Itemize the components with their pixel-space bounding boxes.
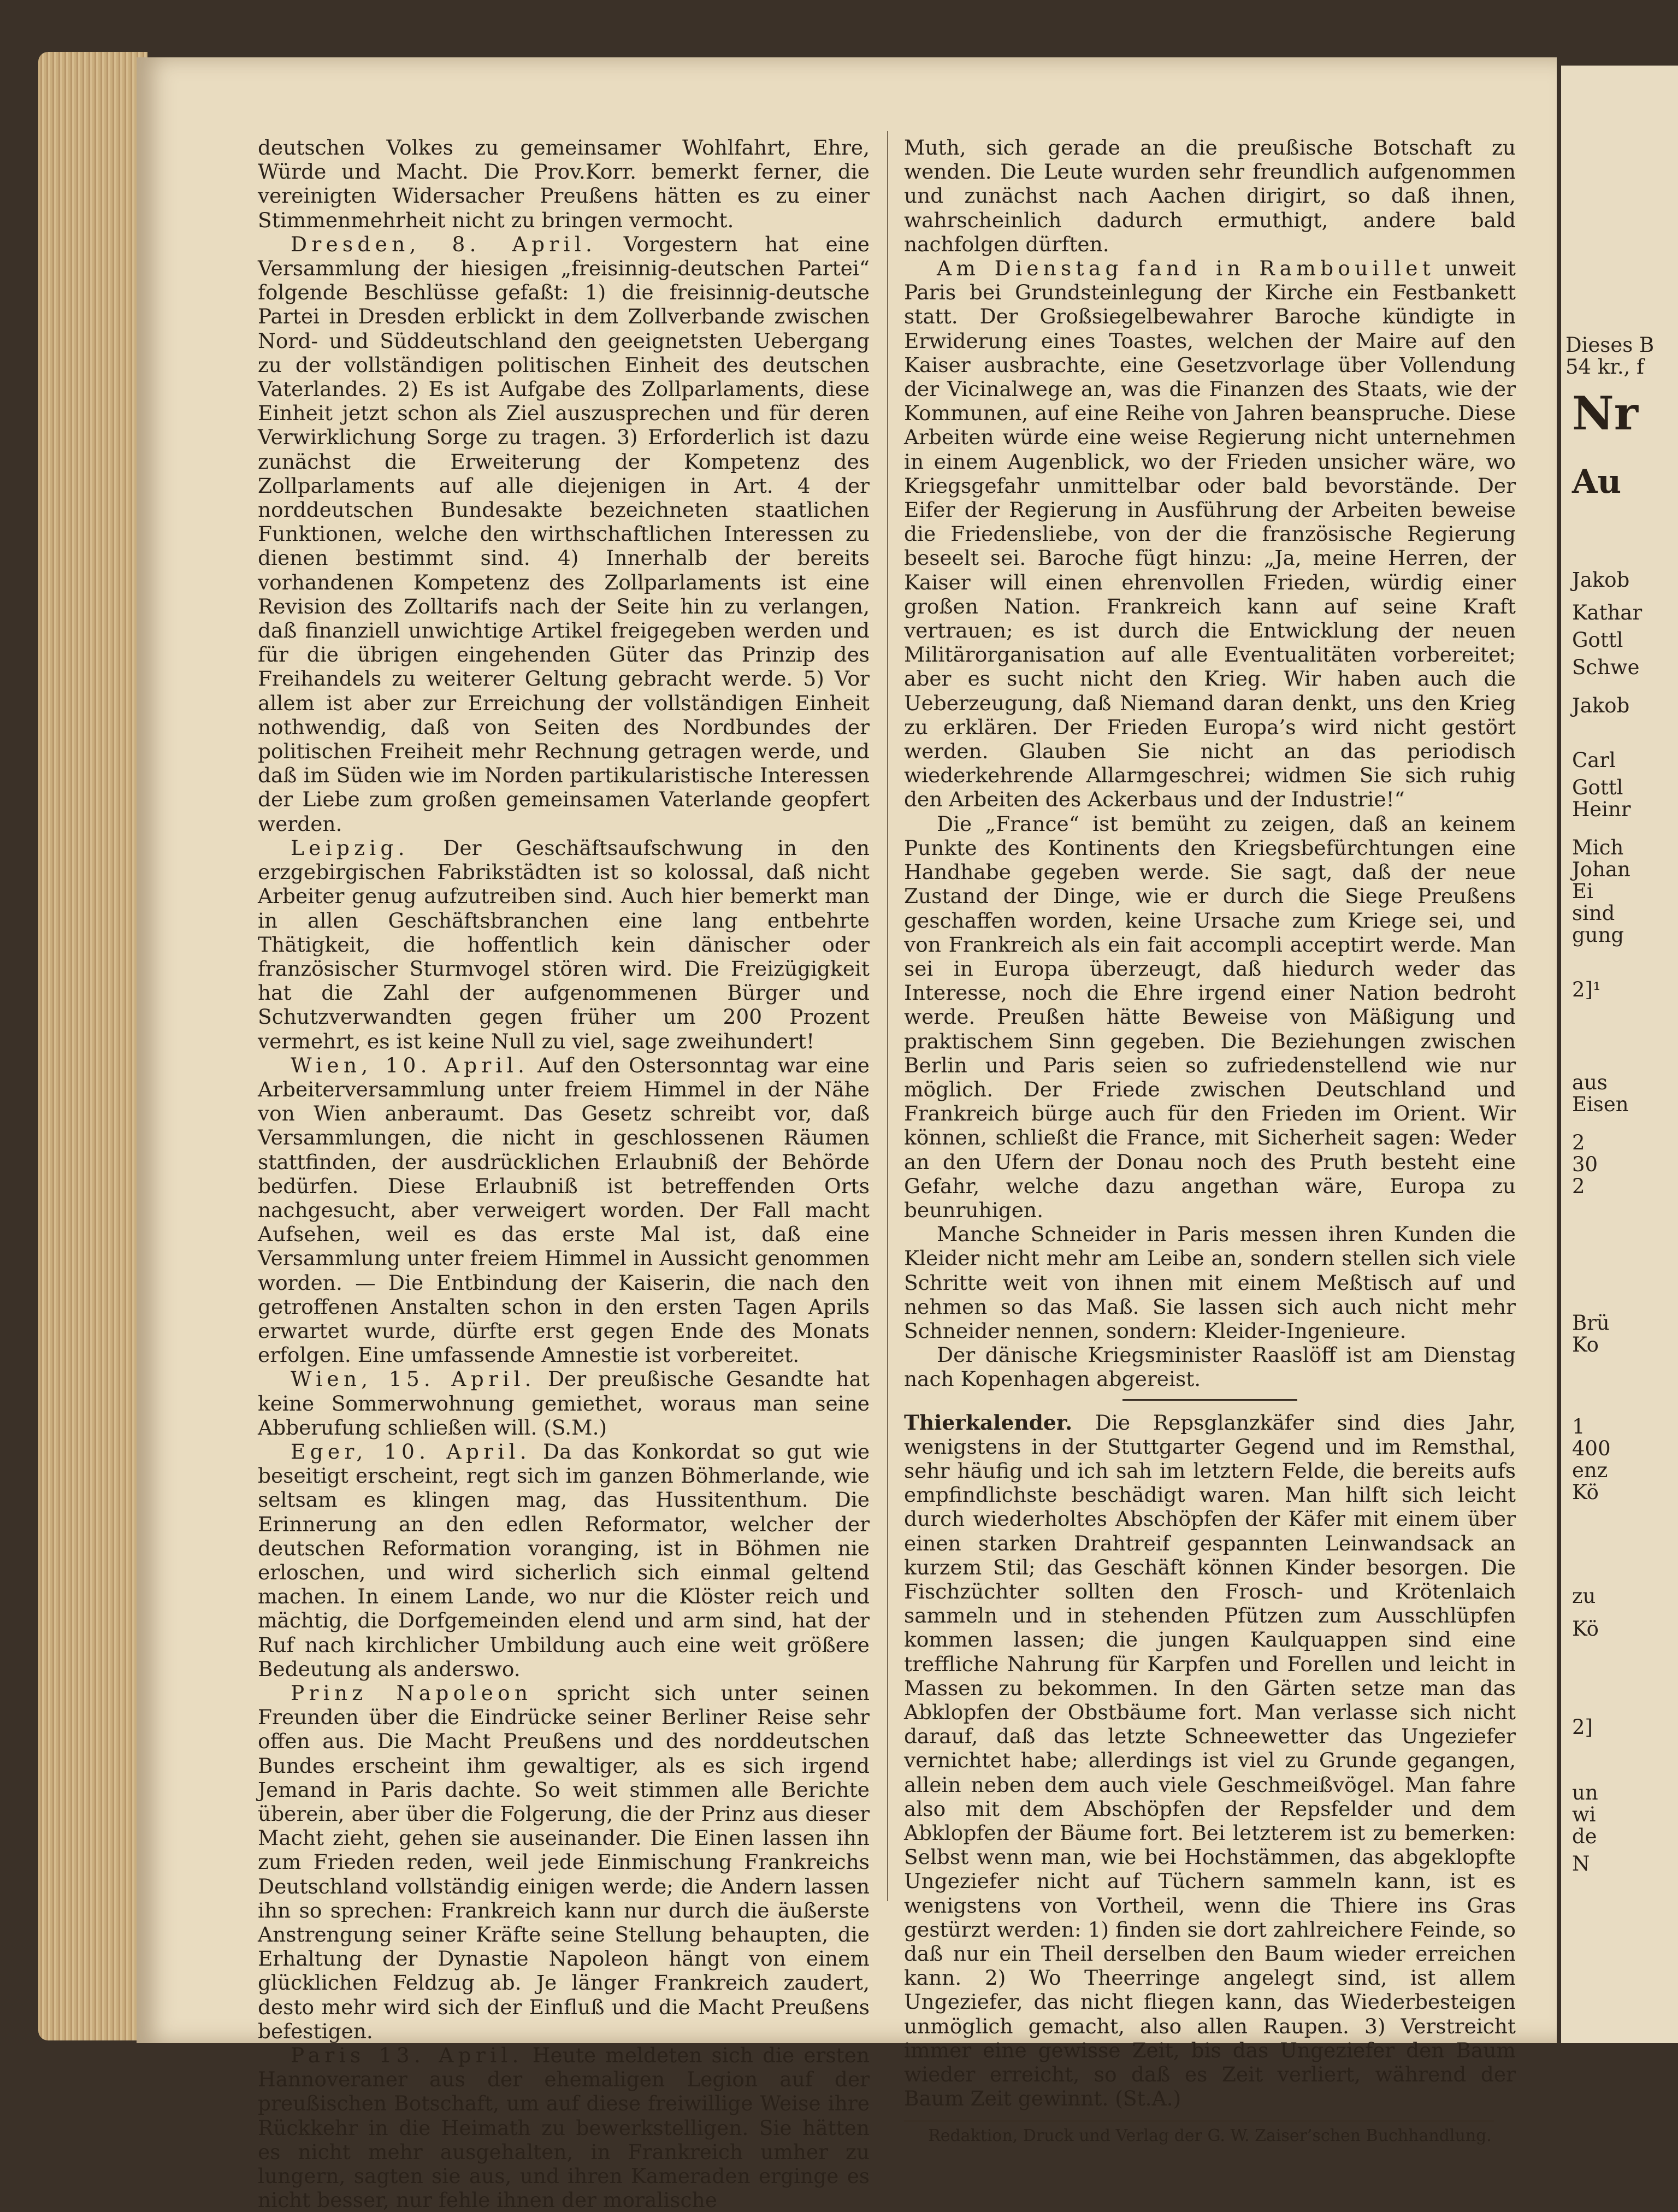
imprint-line: Redaktion, Druck und Verlag der G. W. Zaiser’schen Buchhandlung. [928, 2126, 1492, 2146]
dateline: Wien, 15. April. [291, 1367, 536, 1391]
news-item [258, 1681, 870, 2043]
paragraph-text: Die „France“ ist bemüht zu zeigen, daß an keinem Punkte des Kontinents den Kriegsbefürchtungen eine Handhabe gegeben werde. Sie sagt, daß der neue Zustand der Dinge, wie er durch die Siege Preußens geschaffen worden, keine Ursache zum Kriege sei, und von Frankreich als ein fait accompli acceptirt werde. Man sei in Europa überzeugt, daß hiedurch weder das Interesse, noch die Ehre irgend einer Nation bedroht werde. Preußen hätte Beweise von Mäßigung und praktischem Sinn gegeben. Die Beziehungen zwischen Berlin und Paris seien so zufriedenstellend wie nur möglich. Der Friede zwischen Deutschland und Frankreich bürge auch für den Frieden im Orient. Wir können, schließt die France, mit Sicherheit sagen: Weder an den Ufern der Donau noch des Pruth besteht eine Gefahr, welche dazu angethan wäre, Europa zu beunruhigen. [904, 811, 1516, 1222]
fragment-text: Ko [1572, 1333, 1599, 1356]
fragment-text: Johan [1572, 858, 1630, 881]
news-item [904, 256, 1516, 812]
paragraph-text: deutschen Volkes zu gemeinsamer Wohlfahrt, Ehre, Würde und Macht. Die Prov.Korr. bemerkt ferner, die vereinigten Widersacher Preußens hätten es zu einer Stimmenmehrheit nicht zu bringen vermocht. [258, 135, 870, 232]
fragment-text: Kö [1572, 1480, 1599, 1504]
fragment-text: N [1572, 1852, 1590, 1875]
fragment-text: Heinr [1572, 798, 1631, 821]
fragment-text: Carl [1572, 748, 1616, 772]
fragment-text: de [1572, 1825, 1597, 1848]
news-item [258, 836, 870, 1053]
fragment-text: Kö [1572, 1617, 1599, 1641]
fragment-text: 54 kr., f [1565, 355, 1644, 379]
fragment-text: Nr [1572, 386, 1639, 440]
column-divider [887, 131, 888, 1901]
book-page-edges [38, 52, 147, 2040]
paragraph-text: Die Repsglanzkäfer sind dies Jahr, wenigstens in der Stuttgarter Gegend und im Remsthal, sehr häufig und ich sah im letztern Felde, die bereits aufs empfindlichste beschädigt waren. Man hilft sich leicht durch wiederholtes Abschöpfen der Käfer mit einem über einen starken Drahtreif gespannten Leinwandsack an kurzem Stil; das Geschäft können Kinder besorgen. Die Fischzüchter sollten den Frosch- und Krötenlaich sammeln und in stehenden Pfützen zum Ausschlüpfen kommen lassen; die jungen Kaulquappen sind eine treffliche Nahrung für Karpfen und Forellen und leicht in Massen zu bekommen. In den Gärten setze man das Abklopfen der Obstbäume fort. Man verlasse sich nicht darauf, daß das letzte Schneewetter das Ungeziefer vernichtet habe; allerdings ist viel zu Grunde gegangen, allein neben dem auch viele Geschmeißvögel. Man fahre also mit dem Abschöpfen der Repsfelder und dem Abklopfen der Bäume fort. Bei letzterem ist zu bemerken: Selbst wenn man, wie bei Hochstämmen, das abgeklopfte Ungeziefer nicht auf Tüchern sammeln kann, ist es wenigstens von Vortheil, wenn die Thiere ins Gras gestürzt werden: 1) finden sie dort zahlreichere Feinde, so daß nur ein Theil derselben den Baum wieder erreichen kann. 2) Wo Theerringe angelegt sind, ist allem Ungeziefer, das nicht fliegen kann, das Wiederbesteigen unmöglich gemacht, also allen Raupen. 3) Verstreicht immer eine gewisse Zeit, bis das Ungeziefer den Baum wieder erreicht, so daß es Zeit verliert, während der Baum Zeit gewinnt. (St.A.) [904, 1410, 1516, 2111]
dateline: Prinz Napoleon [291, 1681, 533, 1705]
fragment-text: gung [1572, 923, 1624, 947]
paragraph-text: Auf den Ostersonntag war eine Arbeiterversammlung unter freiem Himmel in der Nähe von Wien anberaumt. Das Gesetz schreibt vor, daß Versammlungen, die nicht in geschlossenen Räumen stattfinden, der ausdrücklichen Erlaubniß der Behörde bedürfen. Diese Erlaubniß ist betreffenden Orts nachgesucht, aber verweigert worden. Der Fall macht Aufsehen, weil es das erste Mal ist, daß eine Versammlung unter freiem Himmel in Aussicht genommen worden. — Die Entbindung der Kaiserin, die nach den getroffenen Anstalten schon in den ersten Tagen Aprils erwartet wurde, dürfte erst gegen Ende des Monats erfolgen. Eine umfassende Amnestie ist vorbereitet. [258, 1053, 870, 1367]
dateline: Am Dienstag fand in Rambouillet [937, 256, 1435, 281]
fragment-text: aus [1572, 1071, 1608, 1094]
fragment-text: enz [1572, 1459, 1608, 1482]
paragraph-text: Da das Konkordat so gut wie beseitigt erscheint, regt sich im ganzen Böhmerlande, wie seltsam es klingen mag, das Hussitenthum. Die Erinnerung an den edlen Reformator, welcher der deutschen Reformation voranging, ist in Böhmen nie erloschen, und wird sicherlich sich einmal geltend machen. In einem Lande, wo nur die Klöster reich und mächtig, die Dorfgemeinden elend und arm sind, hat der Ruf nach kirchlicher Umbildung auch eine weit größere Bedeutung als anderswo. [258, 1439, 870, 1681]
fragment-text: Eisen [1572, 1093, 1629, 1116]
paragraph [258, 135, 870, 232]
paragraph-text: Der Geschäftsaufschwung in den erzgebirgischen Fabrikstädten ist so kolossal, daß nicht Arbeiter genug aufzutreiben sind. Auch hier bemerkt man in allen Geschäftsbranchen eine lang entbehrte Thätigkeit, die hoffentlich kein dänischer oder französischer Sturmvogel stören wird. Die Freizügigkeit hat die Zahl der aufgenommenen Bürger und Schutzverwandten gegen früher um 200 Prozent vermehrt, es ist keine Null zu viel, sage zweihundert! [258, 835, 870, 1053]
feature-heading: Thierkalender. [904, 1410, 1073, 1435]
fragment-text: Mich [1572, 836, 1624, 859]
section-rule [1122, 1399, 1297, 1401]
fragment-text: Gottl [1572, 776, 1623, 799]
fragment-text: 2] [1572, 1715, 1593, 1739]
paragraph [904, 812, 1516, 1222]
news-item [258, 1440, 870, 1681]
fragment-text: 1 [1572, 1415, 1585, 1438]
news-item [258, 232, 870, 836]
right-column [904, 135, 1516, 2146]
fragment-text: 2 [1572, 1175, 1585, 1198]
paragraph-text: Der dänische Kriegsminister Raaslöff ist am Dienstag nach Kopenhagen abgereist. [904, 1343, 1516, 1391]
dateline: Paris 13. April. [291, 2043, 523, 2068]
fragment-text: Schwe [1572, 656, 1640, 679]
paragraph-text: Heute meldeten sich die ersten Hannoveraner aus der ehemaligen Legion auf der preußischen Botschaft, um auf diese freiwillige Weise ihre Rückkehr in die Heimath zu bewerkstelligen. Sie hätten es nicht mehr ausgehalten, in Frankreich umher zu lungern, sagten sie aus, und ihren Kameraden erginge es nicht besser, nur fehle ihnen der moralische [258, 2043, 870, 2212]
fragment-text: sind [1572, 901, 1615, 925]
fragment-text: 2 [1572, 1131, 1585, 1154]
fragment-text: 30 [1572, 1153, 1598, 1176]
fragment-text: Ei [1572, 880, 1593, 903]
dateline: Wien, 10. April. [291, 1053, 529, 1077]
fragment-text: Jakob [1572, 568, 1630, 592]
fragment-text: un [1572, 1781, 1598, 1804]
paragraph-text: Der preußische Gesandte hat keine Sommerwohnung gemiethet, woraus man seine Abberufung schließen will. (S.M.) [258, 1367, 870, 1440]
news-item [258, 1053, 870, 1367]
adjacent-page-strip [1561, 66, 1678, 2043]
fragment-text: Au [1572, 463, 1622, 501]
paragraph-text: unweit Paris bei Grundsteinlegung der Kirche ein Festbankett statt. Der Großsiegelbewahrer Baroche kündigte in Erwiderung eines Toastes, welchen der Maire auf den Kaiser ausbrachte, eine Gesetzvorlage über Vollendung der Vicinalwege an, was die Finanzen des Staats, wie der Kommunen, auf eine Reihe von Jahren beanspruche. Diese Arbeiten würde eine weise Regierung nicht unternehmen in einem Augenblick, wo der Frieden unsicher wäre, wo Kriegsgefahr unmittelbar oder bald bevorstände. Der Eifer der Regierung in Ausführung der Arbeiten beweise die Friedensliebe, von der die französische Regierung beseelt sei. Baroche fügt hinzu: „Ja, meine Herren, der Kaiser will einen ehrenvollen Frieden, würdig einer großen Nation. Frankreich kann auf seine Kraft vertrauen; es ist durch die Entwicklung der neuen Militärorganisation auf alle Eventualitäten vorbereitet; aber es sucht nicht den Krieg. Wir haben auch die Ueberzeugung, daß Niemand daran denkt, uns den Krieg zu erklären. Der Frieden Europa’s wird nicht gestört werden. Glauben Sie nicht an das periodisch wiederkehrende Allarmgeschrei; widmen Sie sich ruhig den Arbeiten des Ackerbaus und der Industrie!“ [904, 256, 1516, 812]
news-item [258, 2043, 870, 2212]
dateline: Dresden, 8. April. [291, 232, 597, 256]
fragment-text: Dieses B [1565, 333, 1655, 357]
fragment-text: Kathar [1572, 601, 1642, 624]
fragment-text: wi [1572, 1803, 1596, 1826]
dateline: Leipzig. [291, 835, 409, 860]
paragraph [904, 1222, 1516, 1343]
fragment-text: Jakob [1572, 694, 1630, 717]
paragraph [904, 135, 1516, 256]
paragraph-text: Vorgestern hat eine Versammlung der hiesigen „freisinnig-deutschen Partei“ folgende Beschlüsse gefaßt: 1) die freisinnig-deutsche Partei in Dresden erblickt in dem Zollverbande zwischen Nord- und Süddeutschland den geeignetsten Uebergang zu der vollständigen politischen Einheit des deutschen Vaterlandes. 2) Es ist Aufgabe des Zollparlaments, diese Einheit jetzt schon als Ziel auszusprechen und für deren Verwirklichung Sorge zu tragen. 3) Erforderlich ist dazu zunächst die Erweiterung der Kompetenz des Zollparlaments auf alle diejenigen in Art. 4 der norddeutschen Bundesakte bezeichneten staatlichen Funktionen, welche den wirthschaftlichen Interessen zu dienen bestimmt sind. 4) Innerhalb der bereits vorhandenen Kompetenz des Zollparlaments ist eine Revision des Zolltarifs nach der Seite hin zu verlangen, daß finanziell unwichtige Artikel freigegeben werden und für die übrigen eingehenden Güter das Prinzip des Freihandels zu weiterer Geltung gebracht werde. 5) Vor allem ist aber zur Erreichung der vollständigen Einheit nothwendig, daß von Seiten des Nordbundes der politischen Freiheit mehr Rechnung getragen werde, und daß im Süden wie im Norden partikularistische Interessen der Liebe zum großen gemeinsamen Vaterlande geopfert werden. [258, 232, 870, 836]
fragment-text: 2]¹ [1572, 978, 1601, 1001]
dateline: Eger, 10. April. [291, 1439, 531, 1464]
fragment-text: 400 [1572, 1437, 1611, 1460]
left-column [258, 135, 870, 2212]
imprint-rule [904, 2120, 1494, 2122]
paragraph [904, 1343, 1516, 1391]
fragment-text: zu [1572, 1584, 1596, 1608]
paragraph-text: Manche Schneider in Paris messen ihren Kunden die Kleider nicht mehr am Leibe an, sondern stellen sich viele Schritte weit von ihnen mit einem Meßtisch auf und nehmen so das Maß. Sie lassen sich auch nicht mehr Schneider nennen, sondern: Kleider-Ingenieure. [904, 1222, 1516, 1343]
paragraph-text: spricht sich unter seinen Freunden über die Eindrücke seiner Berliner Reise sehr offen aus. Die Macht Preußens und des norddeutschen Bundes erscheint ihm gewaltiger, als es sich irgend Jemand in Paris dachte. So weit stimmen alle Berichte überein, aber über die Folgerung, die der Prinz aus dieser Macht zieht, gehen sie auseinander. Die Einen lassen ihn zum Frieden reden, weil jede Einmischung Frankreichs Deutschland vollständig einigen werde; die Andern lassen ihn so sprechen: Frankreich kann nur durch die äußerste Anstrengung seiner Kräfte seine Stellung behaupten, die Erhaltung der Dynastie Napoleon hängt von einem glücklichen Feldzug ab. Je länger Frankreich zaudert, desto mehr wird sich der Einfluß und die Macht Preußens befestigen. [258, 1681, 870, 2043]
news-item [258, 1367, 870, 1440]
fragment-text: Brü [1572, 1311, 1610, 1335]
paragraph-text: Muth, sich gerade an die preußische Botschaft zu wenden. Die Leute wurden sehr freundlich aufgenommen und zunächst nach Aachen dirigirt, so daß ihnen, wahrscheinlich dadurch ermuthigt, andere bald nachfolgen dürften. [904, 135, 1516, 256]
fragment-text: Gottl [1572, 628, 1623, 652]
news-item [904, 1411, 1516, 2111]
